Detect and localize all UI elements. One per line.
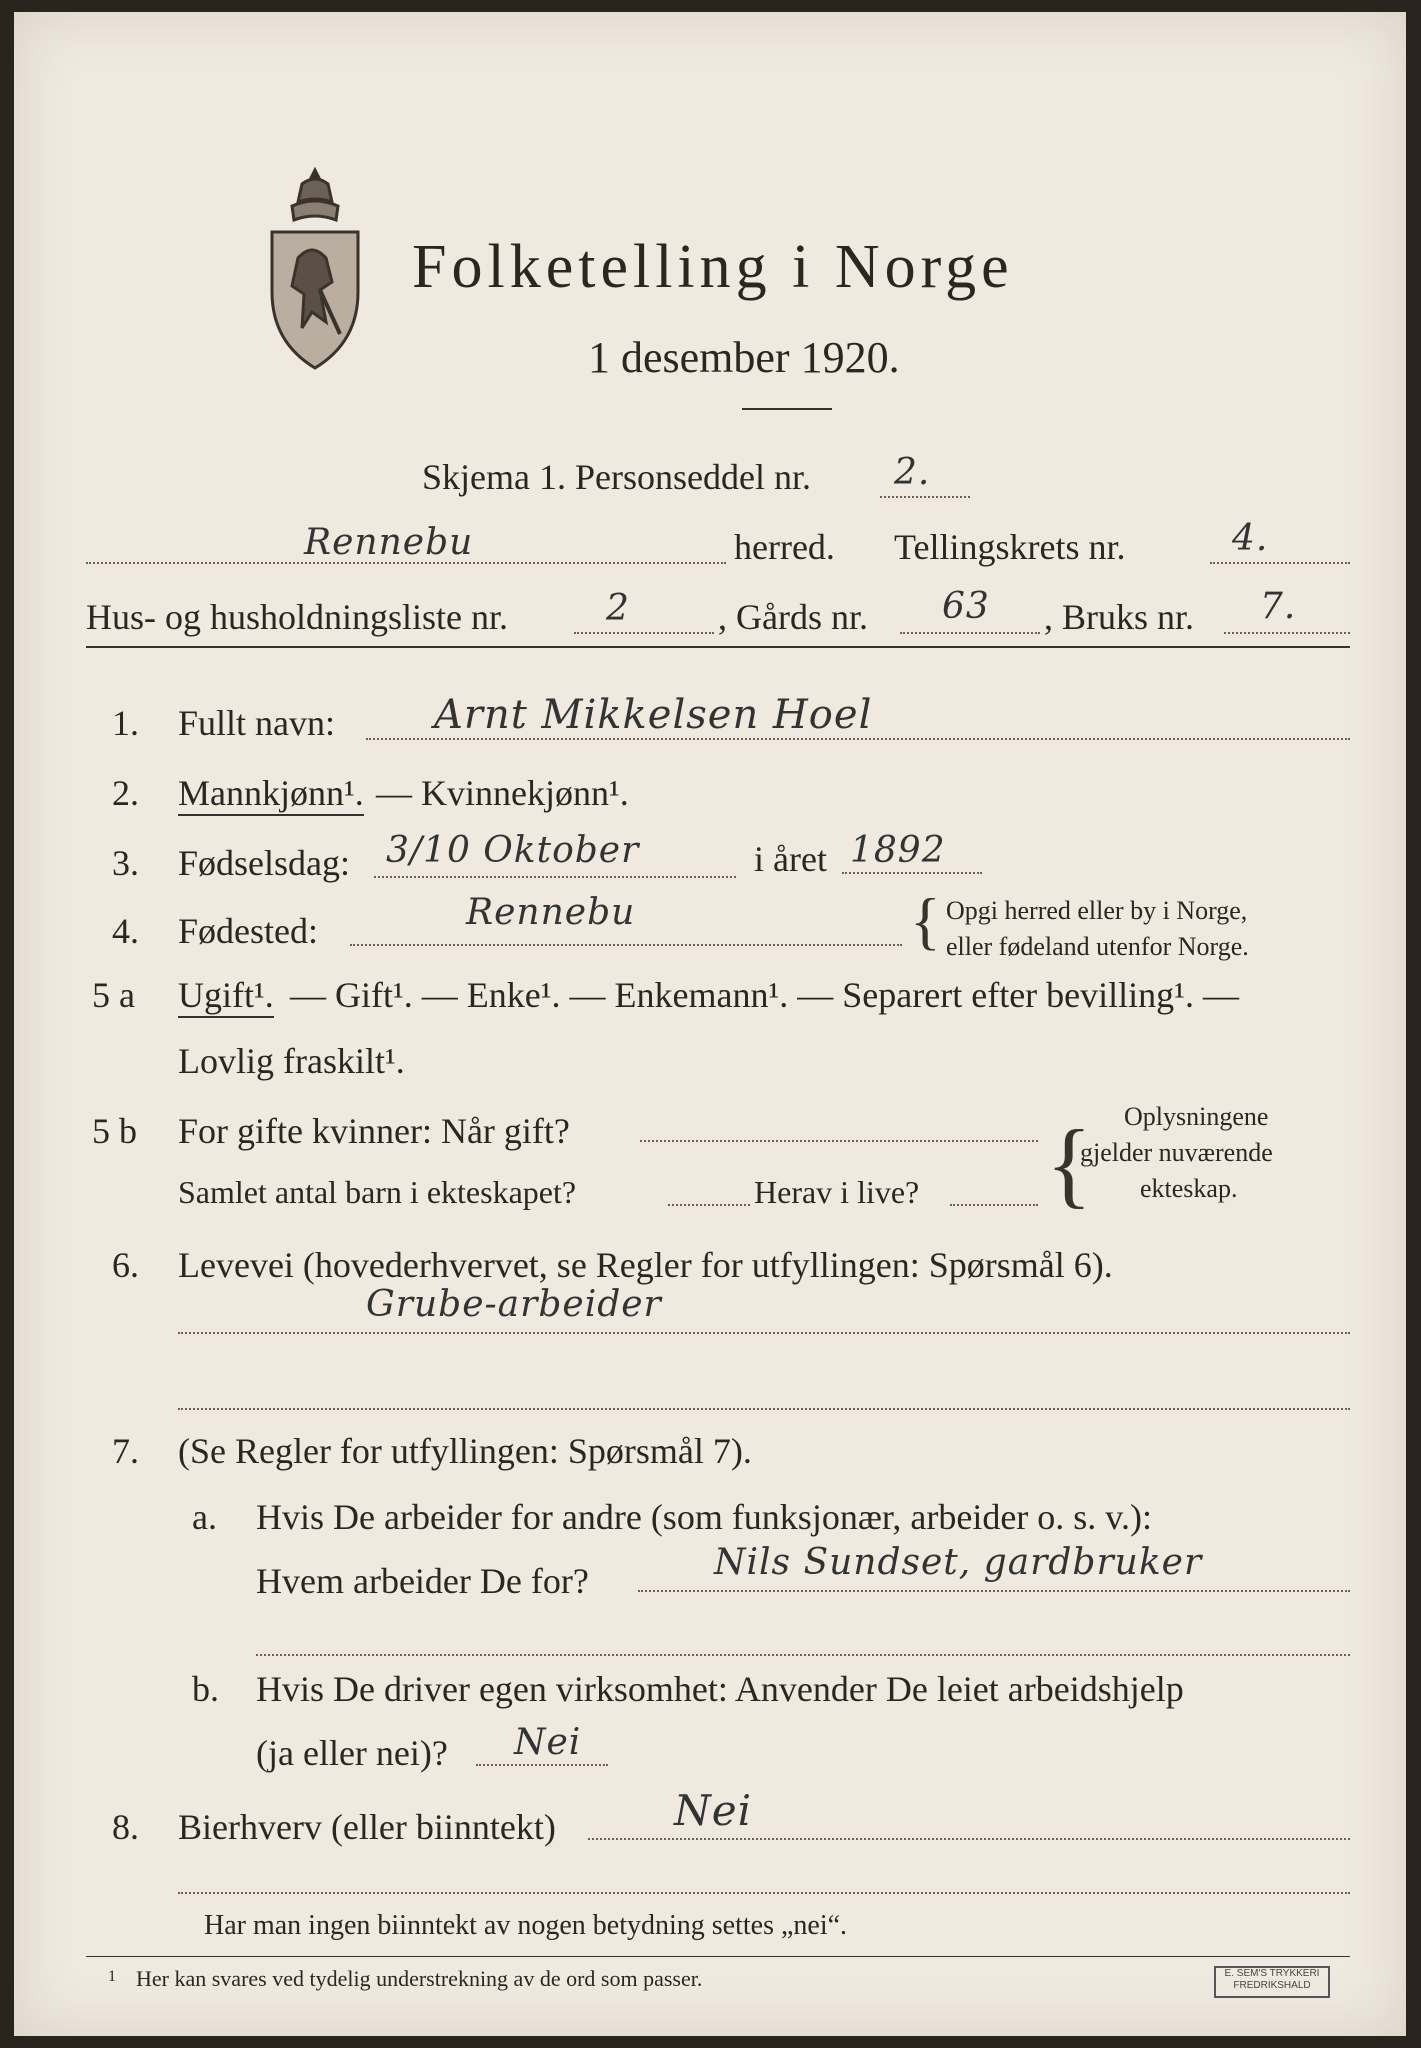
- q7b-text: Hvis De driver egen virksomhet: Anvender De leiet arbeidshjelp: [256, 1669, 1184, 1709]
- birth-year-field[interactable]: [842, 872, 982, 874]
- q7a-text: Hvis De arbeider for andre (som funksjonær, arbeider o. s. v.):: [256, 1497, 1152, 1537]
- gender-female-option[interactable]: — Kvinnekjønn¹.: [376, 773, 629, 813]
- q6-number: 6.: [112, 1245, 139, 1285]
- herred-value: Rennebu: [304, 522, 474, 563]
- q7-number: 7.: [112, 1431, 139, 1471]
- tellingskrets-value: 4.: [1232, 518, 1269, 559]
- employer-value: Nils Sundset, gardbruker: [714, 1542, 1203, 1583]
- title-divider: [742, 408, 832, 410]
- birthplace-note-brace: {: [910, 885, 941, 956]
- header-separator: [86, 646, 1350, 648]
- skjema-label: Skjema 1. Personseddel nr.: [422, 457, 811, 497]
- marriage-note-brace: {: [1046, 1110, 1093, 1217]
- gards-value: 63: [942, 586, 990, 627]
- gards-label: , Gårds nr.: [718, 597, 868, 637]
- birthday-field[interactable]: [374, 876, 736, 878]
- printer-stamp: E. SEM'S TRYKKERI FREDRIKSHALD: [1214, 1966, 1330, 1998]
- birthplace-note-line2: eller fødeland utenfor Norge.: [946, 932, 1249, 961]
- footnote-mark: 1: [108, 1968, 116, 1985]
- skjema-nr-value: 2.: [894, 452, 931, 493]
- side-income-note: Har man ingen biinntekt av nogen betydning settes „nei“.: [204, 1910, 848, 1941]
- occupation-field-line2[interactable]: [178, 1408, 1350, 1410]
- tellingskrets-field[interactable]: [1210, 562, 1350, 564]
- footnote-divider: [86, 1956, 1350, 1957]
- status-divorced-option[interactable]: Lovlig fraskilt¹.: [178, 1041, 405, 1081]
- birth-year-value: 1892: [850, 830, 946, 871]
- q1-label: Fullt navn:: [178, 703, 336, 743]
- married-when-label: For gifte kvinner: Når gift?: [178, 1111, 570, 1151]
- q7a-letter: a.: [192, 1497, 217, 1537]
- birthday-value: 3/10 Oktober: [386, 830, 640, 871]
- bruks-value: 7.: [1260, 586, 1297, 627]
- form-title: Folketelling i Norge: [412, 233, 1014, 301]
- side-income-value: Nei: [674, 1786, 753, 1835]
- marriage-note-line2: gjelder nuværende: [1080, 1138, 1273, 1167]
- employer-field-line2[interactable]: [256, 1654, 1350, 1656]
- census-form: [14, 12, 1406, 2036]
- q4-number: 4.: [112, 911, 139, 951]
- bruks-field[interactable]: [1224, 632, 1350, 634]
- q2-number: 2.: [112, 773, 139, 813]
- status-other-options[interactable]: — Gift¹. — Enke¹. — Enkemann¹. — Separert efter bevilling¹. —: [290, 975, 1239, 1015]
- children-total-label: Samlet antal barn i ekteskapet?: [178, 1174, 577, 1210]
- birthplace-value: Rennebu: [466, 892, 636, 933]
- q8-number: 8.: [112, 1807, 139, 1847]
- gards-field[interactable]: [900, 632, 1040, 634]
- year-label: i året: [754, 839, 827, 879]
- gender-male-option[interactable]: Mannkjønn¹.: [178, 772, 364, 816]
- employer-label: Hvem arbeider De for?: [256, 1561, 589, 1601]
- marriage-note-line3: ekteskap.: [1140, 1174, 1238, 1203]
- occupation-value: Grube-arbeider: [366, 1284, 662, 1325]
- married-when-field[interactable]: [640, 1140, 1038, 1142]
- q4-label: Fødested:: [178, 911, 318, 951]
- q7-label: (Se Regler for utfyllingen: Spørsmål 7).: [178, 1431, 752, 1471]
- skjema-nr-field[interactable]: [880, 496, 970, 498]
- tellingskrets-label: Tellingskrets nr.: [894, 527, 1126, 567]
- hired-help-value: Nei: [514, 1722, 582, 1763]
- q8-label: Bierhverv (eller biinntekt): [178, 1807, 556, 1847]
- coat-of-arms-icon: [262, 162, 368, 378]
- children-total-field[interactable]: [668, 1204, 750, 1206]
- q3-label: Fødselsdag:: [178, 843, 351, 883]
- q5a-number: 5 a: [92, 975, 135, 1015]
- hired-help-label: (ja eller nei)?: [256, 1733, 448, 1773]
- q1-number: 1.: [112, 703, 139, 743]
- q7b-letter: b.: [192, 1669, 219, 1709]
- marriage-note-line1: Oplysningene: [1124, 1102, 1269, 1131]
- q3-number: 3.: [112, 843, 139, 883]
- husholdningsliste-value: 2: [606, 588, 630, 629]
- children-alive-label: Herav i live?: [754, 1174, 920, 1210]
- hired-help-field[interactable]: [476, 1764, 608, 1766]
- full-name-value: Arnt Mikkelsen Hoel: [434, 692, 873, 738]
- census-date: 1 desember 1920.: [588, 333, 900, 382]
- status-unmarried-option[interactable]: Ugift¹.: [178, 974, 274, 1018]
- birthplace-field[interactable]: [350, 944, 902, 946]
- full-name-field[interactable]: [366, 738, 1350, 740]
- occupation-field[interactable]: [178, 1332, 1350, 1334]
- bruks-label: , Bruks nr.: [1044, 597, 1195, 637]
- side-income-field-line2[interactable]: [178, 1892, 1350, 1894]
- husholdningsliste-label: Hus- og husholdningsliste nr.: [86, 597, 509, 637]
- birthplace-note-line1: Opgi herred eller by i Norge,: [946, 896, 1248, 925]
- q5b-number: 5 b: [92, 1111, 137, 1151]
- side-income-field[interactable]: [588, 1838, 1350, 1840]
- employer-field[interactable]: [638, 1590, 1350, 1592]
- herred-label: herred.: [734, 527, 835, 567]
- husholdningsliste-field[interactable]: [574, 632, 714, 634]
- footnote-text: Her kan svares ved tydelig understrekning av de ord som passer.: [136, 1966, 703, 1991]
- children-alive-field[interactable]: [950, 1204, 1038, 1206]
- q6-label: Levevei (hovederhvervet, se Regler for utfyllingen: Spørsmål 6).: [178, 1245, 1113, 1285]
